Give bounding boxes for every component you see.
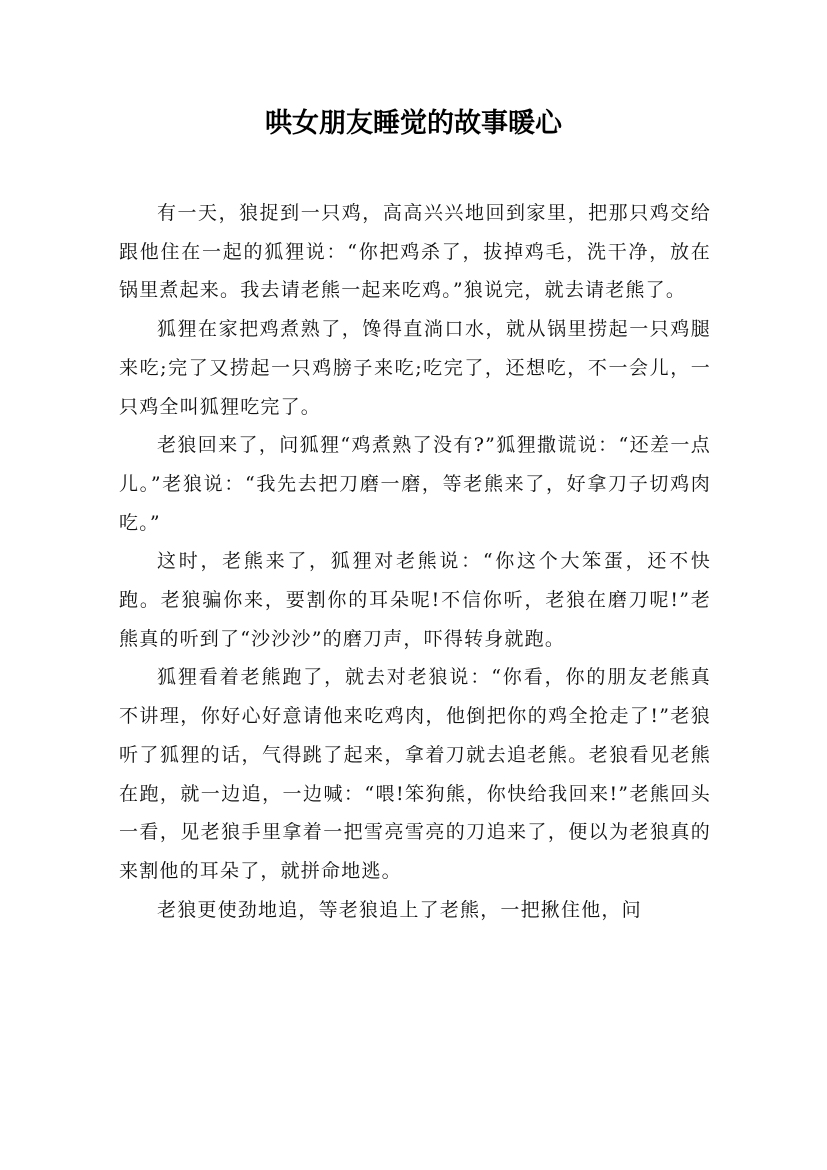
document-body bbox=[119, 194, 711, 929]
paragraph-1: 有一天，狼捉到一只鸡，高高兴兴地回到家里，把那只鸡交给跟他住在一起的狐狸说：“你把鸡杀了，拔掉鸡毛，洗干净，放在锅里煮起来。我去请老熊一起来吃鸡。”狼说完，就去请老熊了。 bbox=[119, 202, 711, 302]
paragraph-3: 老狼回来了，问狐狸“鸡煮熟了没有?”狐狸撒谎说：“还差一点儿。”老狼说：“我先去把刀磨一磨，等老熊来了，好拿刀子切鸡肉吃。” bbox=[119, 434, 711, 534]
paragraph-6: 老狼更使劲地追，等老狼追上了老熊，一把揪住他，问 bbox=[157, 898, 642, 921]
paragraph-4: 这时，老熊来了，狐狸对老熊说：“你这个大笨蛋，还不快跑。老狼骗你来，要割你的耳朵呢!不信你听，老狼在磨刀呢!”老熊真的听到了“沙沙沙”的磨刀声，吓得转身就跑。 bbox=[119, 550, 711, 650]
document-title: 哄女朋友睡觉的故事暖心 bbox=[265, 108, 562, 139]
paragraph-5: 狐狸看着老熊跑了，就去对老狼说：“你看，你的朋友老熊真不讲理，你好心好意请他来吃鸡肉，他倒把你的鸡全抢走了!”老狼听了狐狸的话，气得跳了起来，拿着刀就去追老熊。老狼看见老熊在跑，就一边追，一边喊：“喂!笨狗熊，你快给我回来!”老熊回头一看，见老狼手里拿着一把雪亮雪亮的刀追来了，便以为老狼真的来割他的耳朵了，就拼命地逃。 bbox=[119, 666, 711, 882]
paragraph-2: 狐狸在家把鸡煮熟了，馋得直淌口水，就从锅里捞起一只鸡腿来吃;完了又捞起一只鸡膀子来吃;吃完了，还想吃，不一会儿，一只鸡全叫狐狸吃完了。 bbox=[119, 318, 711, 418]
